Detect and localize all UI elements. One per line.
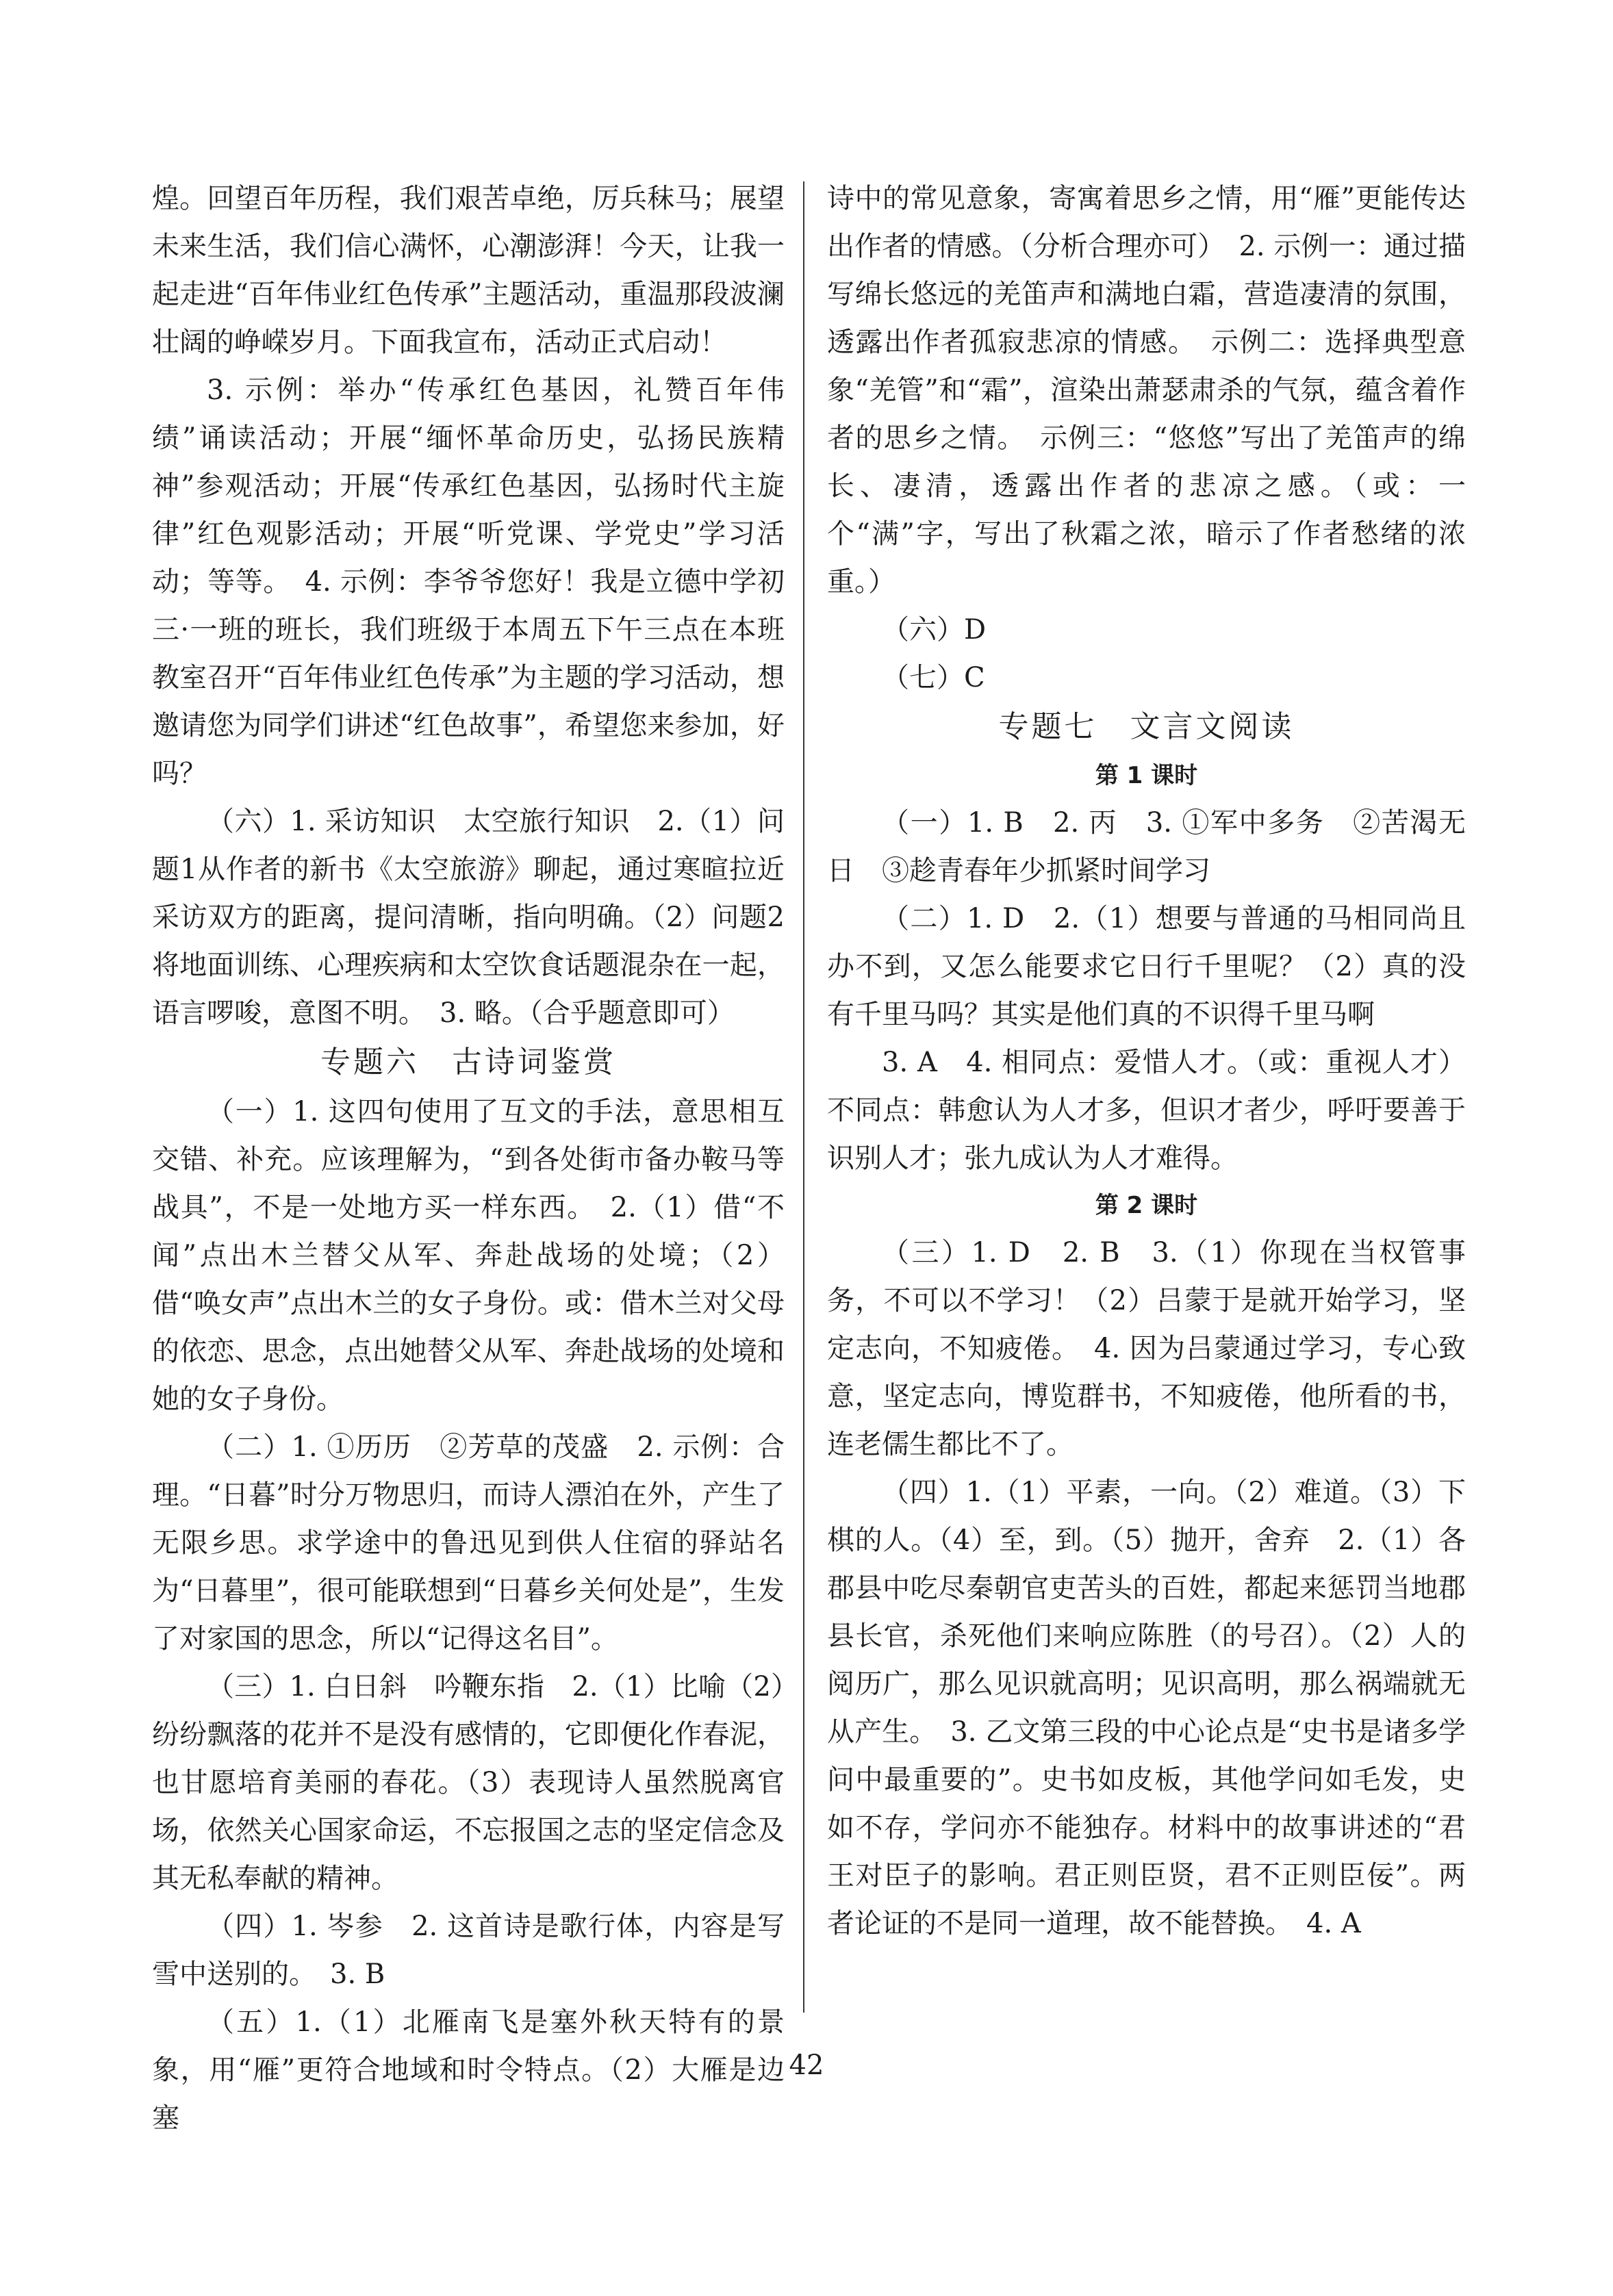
lesson-heading-1: 第 1 课时 <box>1095 762 1198 789</box>
paragraph: （三）1. 白日斜 吟鞭东指 2.（1）比喻（2）纷纷飘落的花并不是没有感情的，它即便化作春泥，也甘愿培育美丽的春花。（3）表现诗人虽然脱离官场，依然关心国家命运，不忘报国之志的坚定信念及其无私奉献的精神。 <box>152 1671 785 1894</box>
paragraph: （四）1.（1）平素，一向。（2）难道。（3）下棋的人。（4）至，到。（5）抛开，舍弃 2.（1）各郡县中吃尽秦朝官吏苦头的百姓，都起来惩罚当地郡县长官，杀死他们来响应陈胜（的号召）。（2）人的阅历广，那么见识就高明；见识高明，那么祸端就无从产生。 3. 乙文第三段的中心论点是“史书是诸多学问中最重要的”。史书如皮板，其他学问如毛发，史如不存，学问亦不能独存。材料中的故事讲述的“君王对臣子的影响。君正则臣贤，君不正则臣佞”。两者论证的不是同一道理，故不能替换。 4. A <box>827 1477 1466 1939</box>
column-divider <box>803 181 804 2013</box>
right-column <box>827 175 1466 1948</box>
paragraph: 诗中的常见意象，寄寓着思乡之情，用“雁”更能传达出作者的情感。（分析合理亦可） 2. 示例一：通过描写绵长悠远的羌笛声和满地白霜，营造凄清的氛围，透露出作者孤寂悲凉的情感。 示例二：选择典型意象“羌管”和“霜”，渲染出萧瑟肃杀的气氛，蕴含着作者的思乡之情。 示例三：“悠悠”写出了羌笛声的绵长、凄清，透露出作者的悲凉之感。（或：一个“满”字，写出了秋霜之浓，暗示了作者愁绪的浓重。） <box>827 183 1466 598</box>
paragraph: （三）1. D 2. B 3.（1）你现在当权管事务，不可以不学习！（2）吕蒙于是就开始学习，坚定志向，不知疲倦。 4. 因为吕蒙通过学习，专心致意，坚定志向，博览群书，不知疲倦，他所看的书，连老儒生都比不了。 <box>827 1237 1466 1460</box>
paragraph: （一）1. B 2. 丙 3. ①军中多务 ②苦渴无日 ③趁青春年少抓紧时间学习 <box>827 807 1466 886</box>
section-heading-topic-7: 专题七 文言文阅读 <box>998 709 1295 744</box>
paragraph: 3. A 4. 相同点：爱惜人才。（或：重视人才）不同点：韩愈认为人才多，但识才者少，呼吁要善于识别人才；张九成认为人才难得。 <box>827 1047 1466 1174</box>
paragraph: （四）1. 岑参 2. 这首诗是歌行体，内容是写雪中送别的。 3. B <box>152 1911 785 1990</box>
paragraph: （六）D <box>882 614 987 646</box>
paragraph: （六）1. 采访知识 太空旅行知识 2.（1）问题1从作者的新书《太空旅游》聊起，通过寒暄拉近采访双方的距离，提问清晰，指向明确。（2）问题2将地面训练、心理疾病和太空饮食话题混杂在一起，语言啰唆，意图不明。 3. 略。（合乎题意即可） <box>152 806 785 1029</box>
paragraph: （二）1. D 2.（1）想要与普通的马相同尚且办不到，又怎么能要求它日行千里呢？（2）真的没有千里马吗？其实是他们真的不识得千里马啊 <box>827 903 1466 1030</box>
paragraph: （二）1. ①历历 ②芳草的茂盛 2. 示例：合理。“日暮”时分万物思归，而诗人漂泊在外，产生了无限乡思。求学途中的鲁迅见到供人住宿的驿站名为“日暮里”，很可能联想到“日暮乡关何处是”，生发了对家国的思念，所以“记得这名目”。 <box>152 1431 785 1655</box>
lesson-heading-2: 第 2 课时 <box>1095 1192 1198 1219</box>
paragraph: 煌。回望百年历程，我们艰苦卓绝，厉兵秣马；展望未来生活，我们信心满怀，心潮澎湃！今天，让我一起走进“百年伟业红色传承”主题活动，重温那段波澜壮阔的峥嵘岁月。下面我宣布，活动正式启动！ <box>152 183 785 358</box>
paragraph: （七）C <box>882 662 985 693</box>
page-number: 42 <box>789 2050 824 2081</box>
paragraph: （五）1.（1）北雁南飞是塞外秋天特有的景象，用“雁”更符合地域和时令特点。（2）大雁是边塞 <box>152 2006 785 2134</box>
paragraph: （一）1. 这四句使用了互文的手法，意思相互交错、补充。应该理解为，“到各处街市备办鞍马等战具”，不是一处地方买一样东西。 2.（1）借“不闻”点出木兰替父从军、奔赴战场的处境；（2）借“唤女声”点出木兰的女子身份。或：借木兰对父母的依恋、思念，点出她替父从军、奔赴战场的处境和她的女子身份。 <box>152 1096 785 1415</box>
left-column <box>152 175 785 2142</box>
section-heading-topic-6: 专题六 古诗词鉴赏 <box>320 1045 616 1080</box>
paragraph: 3. 示例：举办“传承红色基因，礼赞百年伟绩”诵读活动；开展“缅怀革命历史，弘扬民族精神”参观活动；开展“传承红色基因，弘扬时代主旋律”红色观影活动；开展“听党课、学党史”学习活动；等等。 4. 示例：李爷爷您好！我是立德中学初三·一班的班长，我们班级于本周五下午三点在本班教室召开“百年伟业红色传承”为主题的学习活动，想邀请您为同学们讲述“红色故事”，希望您来参加，好吗？ <box>152 374 785 789</box>
